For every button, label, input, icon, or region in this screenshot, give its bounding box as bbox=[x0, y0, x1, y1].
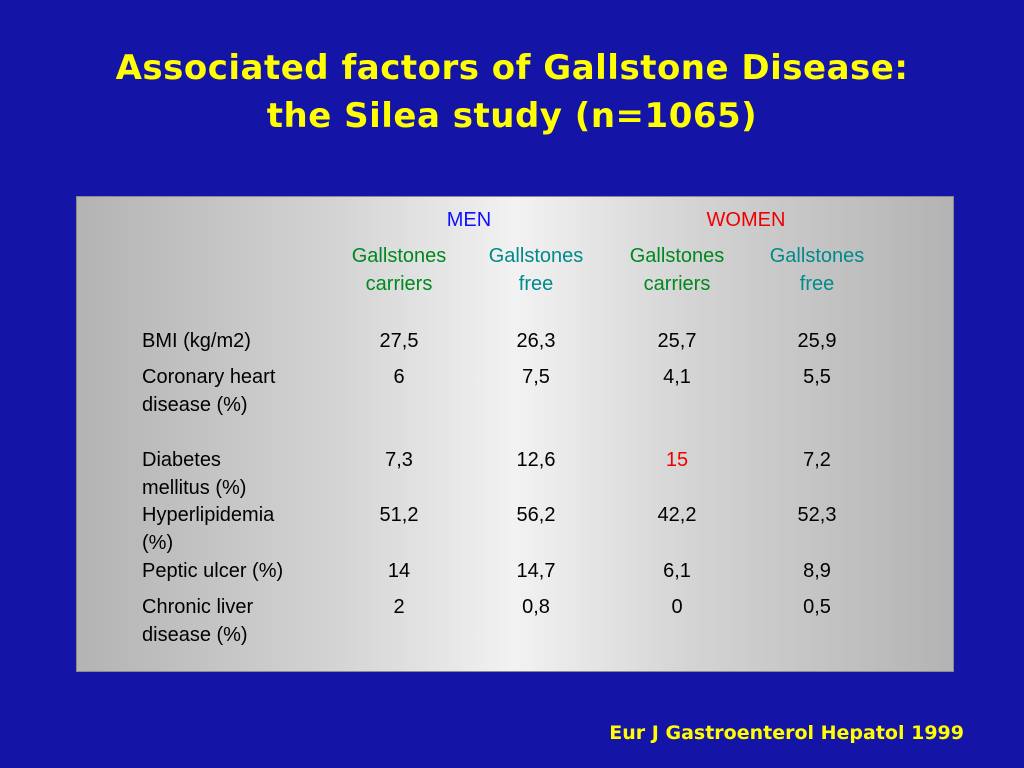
citation: Eur J Gastroenterol Hepatol 1999 bbox=[609, 722, 964, 744]
row-label-chronic-liver-disease: Chronic liver disease (%) bbox=[142, 596, 254, 646]
table-cell: 27,5 bbox=[379, 330, 419, 352]
table-cell: 2 bbox=[393, 596, 405, 618]
title-line-2: the Silea study (n=1065) bbox=[266, 96, 758, 136]
table-cell: 6 bbox=[393, 366, 405, 388]
row-label-peptic-ulcer: Peptic ulcer (%) bbox=[142, 560, 284, 582]
table-cell: 14 bbox=[387, 560, 411, 582]
table-cell: 7,2 bbox=[803, 449, 831, 471]
row-label-hyperlipidemia: Hyperlipidemia (%) bbox=[142, 504, 275, 554]
table-cell: 0,5 bbox=[803, 596, 831, 618]
table-cell: 7,3 bbox=[385, 449, 413, 471]
slide-title bbox=[0, 44, 1024, 140]
table-cell: 25,7 bbox=[657, 330, 697, 352]
data-table-panel bbox=[76, 196, 954, 672]
column-header-women-free: Gallstones free bbox=[769, 245, 865, 295]
table-cell: 0,8 bbox=[522, 596, 550, 618]
table-cell: 14,7 bbox=[516, 560, 556, 582]
column-header-men-free: Gallstones free bbox=[488, 245, 584, 295]
table-cell: 52,3 bbox=[797, 504, 837, 526]
column-header-women-carriers: Gallstones carriers bbox=[629, 245, 725, 295]
table-cell: 26,3 bbox=[516, 330, 556, 352]
table-cell: 7,5 bbox=[522, 366, 550, 388]
table-cell: 25,9 bbox=[797, 330, 837, 352]
title-line-1: Associated factors of Gallstone Disease: bbox=[115, 48, 909, 88]
table-cell: 5,5 bbox=[803, 366, 831, 388]
table-cell: 51,2 bbox=[379, 504, 419, 526]
group-header-men: MEN bbox=[446, 209, 492, 231]
table-cell-highlighted: 15 bbox=[665, 449, 689, 471]
table-cell: 8,9 bbox=[803, 560, 831, 582]
group-header-women: WOMEN bbox=[706, 209, 786, 231]
table-cell: 12,6 bbox=[516, 449, 556, 471]
table-cell: 42,2 bbox=[657, 504, 697, 526]
table-cell: 6,1 bbox=[663, 560, 691, 582]
table-cell: 0 bbox=[671, 596, 683, 618]
column-header-men-carriers: Gallstones carriers bbox=[351, 245, 447, 295]
row-label-coronary-heart-disease: Coronary heart disease (%) bbox=[142, 366, 276, 416]
row-label-bmi: BMI (kg/m2) bbox=[142, 330, 251, 352]
table-cell: 4,1 bbox=[663, 366, 691, 388]
row-label-diabetes-mellitus: Diabetes mellitus (%) bbox=[142, 449, 247, 499]
table-cell: 56,2 bbox=[516, 504, 556, 526]
